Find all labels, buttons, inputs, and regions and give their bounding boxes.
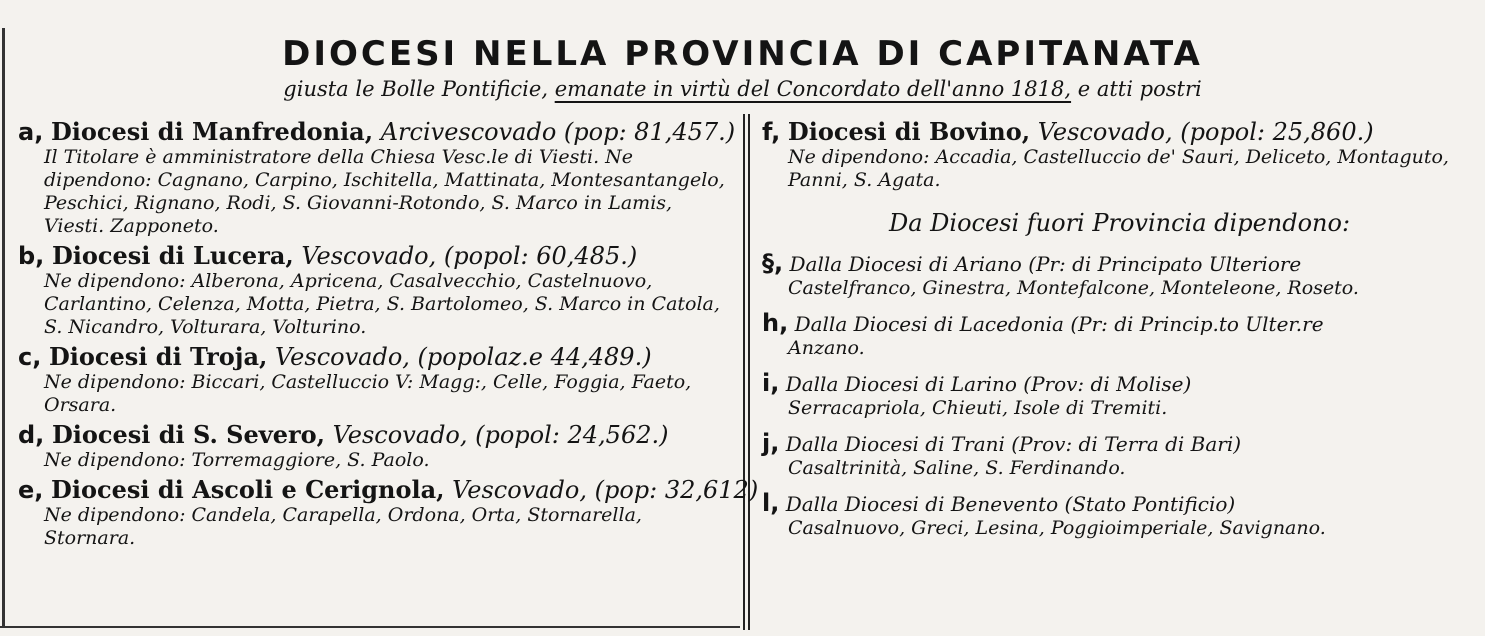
entry-body: Il Titolare è amministratore della Chiesa Vesc.le di Viesti. Ne dipendono: Cagnano, Carpino, Ischitella, Mattinata, Montesantangelo, Peschici, Rignano, Rodi, S. Giovanni-Rotondo, S. Marco in Lamis, Viesti. Zapponeto. [44, 146, 725, 237]
diocese-desc: Vescovado, (popol: 60,485.) [301, 242, 638, 270]
entry-letter: l, [762, 489, 780, 517]
entry-source: Dalla Diocesi di Larino (Prov: di Molise) [785, 372, 1192, 396]
entry-heading [18, 242, 738, 270]
external-diocese-entry-h [762, 310, 1477, 360]
entry-letter: f, [762, 118, 781, 146]
diocese-entry-a [18, 118, 738, 238]
diocese-entry-f [762, 118, 1477, 192]
section-subheading: Da Diocesi fuori Provincia dipendono: [888, 209, 1351, 237]
entry-letter: j, [762, 429, 780, 457]
bottom-border-rule [0, 626, 740, 628]
diocese-entry-b [18, 242, 738, 339]
entry-heading [762, 118, 1477, 146]
entry-source: Dalla Diocesi di Trani (Prov: di Terra di Bari) [785, 432, 1242, 456]
page-title: DIOCESI NELLA PROVINCIA DI CAPITANATA [282, 34, 1203, 74]
entry-body: Ne dipendono: Accadia, Castelluccio de' Sauri, Deliceto, Montaguto, Panni, S. Agata. [788, 146, 1449, 191]
entry-source: Dalla Diocesi di Lacedonia (Pr: di Princip.to Ulter.re [794, 312, 1324, 336]
entry-letter: §, [762, 249, 784, 277]
entry-body: Casaltrinità, Saline, S. Ferdinando. [788, 457, 1126, 479]
entry-heading [762, 250, 1477, 277]
left-border-rule [2, 28, 5, 628]
entry-heading [762, 430, 1477, 457]
subtitle-tail: e atti postri [1077, 77, 1202, 101]
diocese-desc: Arcivescovado (pop: 81,457.) [380, 118, 736, 146]
diocese-name: Diocesi di Troja, [48, 342, 268, 371]
diocese-desc: Vescovado, (popol: 24,562.) [332, 421, 669, 449]
diocese-entry-c [18, 343, 738, 417]
left-column [18, 117, 759, 554]
entry-letter: e, [18, 476, 44, 504]
diocese-desc: Vescovado, (popol: 25,860.) [1037, 118, 1374, 146]
diocese-desc: Vescovado, (pop: 32,612) [452, 476, 759, 504]
entry-letter: d, [18, 421, 45, 449]
subtitle-lead: giusta le Bolle Pontificie, [283, 77, 548, 101]
column-divider [743, 114, 750, 630]
diocese-name: Diocesi di Lucera, [51, 241, 294, 270]
entry-heading [762, 490, 1477, 517]
diocese-name: Diocesi di Bovino, [787, 117, 1031, 146]
entry-body: Serracapriola, Chieuti, Isole di Tremiti. [788, 397, 1168, 419]
external-diocese-entry-j [762, 430, 1477, 480]
entry-letter: h, [762, 309, 789, 337]
diocese-entry-e [18, 475, 759, 550]
external-diocese-entry-s [762, 250, 1477, 300]
entry-source: Dalla Diocesi di Ariano (Pr: di Principato Ulteriore [789, 252, 1302, 276]
entry-body: Ne dipendono: Biccari, Castelluccio V: Magg:, Celle, Foggia, Faeto, Orsara. [44, 371, 692, 416]
right-column [762, 118, 1477, 550]
entry-heading [762, 310, 1477, 337]
entry-heading [18, 118, 738, 146]
diocese-desc: Vescovado, (popolaz.e 44,489.) [275, 343, 652, 371]
entry-heading [18, 421, 738, 449]
entry-body: Ne dipendono: Candela, Carapella, Ordona, Orta, Stornarella, Stornara. [44, 504, 642, 549]
subtitle-underlined: emanate in virtù del Concordato dell'anno 1818, [554, 77, 1072, 101]
diocese-name: Diocesi di Manfredonia, [50, 117, 374, 146]
page-subtitle [0, 76, 1485, 102]
diocese-entry-d [18, 421, 738, 472]
entry-heading [18, 475, 759, 504]
external-diocese-entry-l [762, 490, 1477, 540]
entry-body: Casalnuovo, Greci, Lesina, Poggioimperiale, Savignano. [788, 517, 1326, 539]
entry-source: Dalla Diocesi di Benevento (Stato Pontificio) [785, 492, 1236, 516]
entry-body: Ne dipendono: Torremaggiore, S. Paolo. [44, 449, 430, 471]
entry-heading [18, 343, 738, 371]
entry-body: Castelfranco, Ginestra, Montefalcone, Monteleone, Roseto. [788, 277, 1359, 299]
external-diocese-entry-i [762, 370, 1477, 420]
entry-letter: c, [18, 343, 42, 371]
diocese-name: Diocesi di S. Severo, [51, 420, 326, 449]
entry-body: Ne dipendono: Alberona, Apricena, Casalvecchio, Castelnuovo, Carlantino, Celenza, Motta, Pietra, S. Bartolomeo, S. Marco in Catola, S. Nicandro, Volturara, Volturino. [44, 270, 720, 338]
diocese-name: Diocesi di Ascoli e Cerignola, [51, 475, 445, 504]
entry-letter: a, [18, 118, 44, 146]
entry-body: Anzano. [788, 337, 865, 359]
entry-letter: b, [18, 242, 45, 270]
entry-heading [762, 370, 1477, 397]
entry-letter: i, [762, 369, 780, 397]
